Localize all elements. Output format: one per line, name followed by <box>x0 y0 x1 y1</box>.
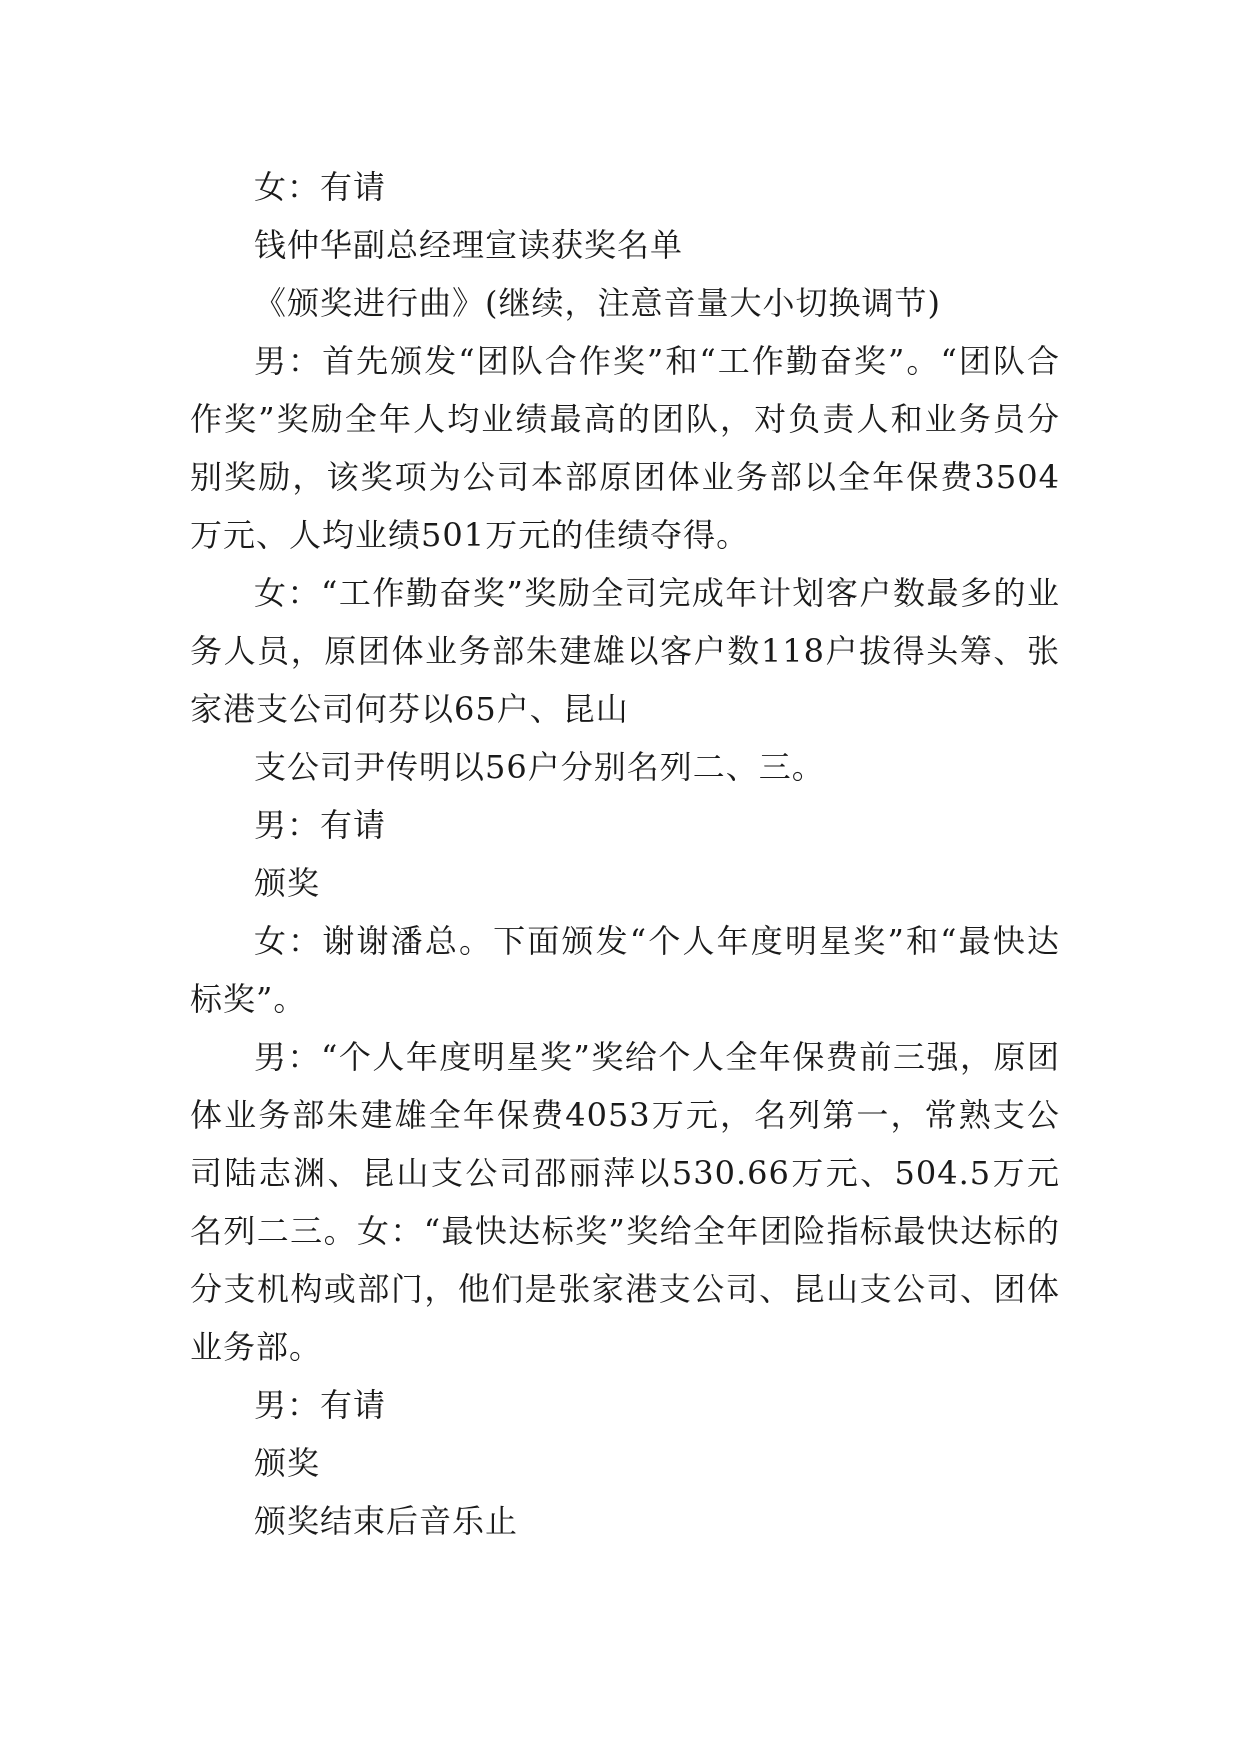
paragraph: 《颁奖进行曲》(继续，注意音量大小切换调节) <box>254 284 941 322</box>
paragraph: 男：有请 <box>254 806 387 844</box>
paragraph: 男：有请 <box>254 1386 387 1424</box>
paragraph: 颁奖 <box>254 864 321 902</box>
paragraph: 男：首先颁发“团队合作奖”和“工作勤奋奖”。“团队合作奖”奖励全年人均业绩最高的团队，对负责人和业务员分别奖励，该奖项为公司本部原团体业务部以全年保费3504万元、人均业绩501万元的佳绩夺得。 <box>190 342 1060 554</box>
paragraph: 颁奖结束后音乐止 <box>254 1502 519 1540</box>
paragraph: 钱仲华副总经理宣读获奖名单 <box>254 226 684 264</box>
paragraph: 女：谢谢潘总。下面颁发“个人年度明星奖”和“最快达标奖”。 <box>190 922 1060 1018</box>
paragraph: 支公司尹传明以56户分别名列二、三。 <box>254 748 825 786</box>
paragraph: 颁奖 <box>254 1444 321 1482</box>
paragraph: 女：有请 <box>254 168 387 206</box>
paragraph: 女：“工作勤奋奖”奖励全司完成年计划客户数最多的业务人员，原团体业务部朱建雄以客户数118户拔得头筹、张家港支公司何芬以65户、昆山 <box>190 574 1060 728</box>
document-body <box>190 158 1060 1550</box>
paragraph: 男：“个人年度明星奖”奖给个人全年保费前三强，原团体业务部朱建雄全年保费4053万元，名列第一，常熟支公司陆志渊、昆山支公司邵丽萍以530.66万元、504.5万元名列二三。女：“最快达标奖”奖给全年团险指标最快达标的分支机构或部门，他们是张家港支公司、昆山支公司、团体业务部。 <box>190 1038 1060 1366</box>
